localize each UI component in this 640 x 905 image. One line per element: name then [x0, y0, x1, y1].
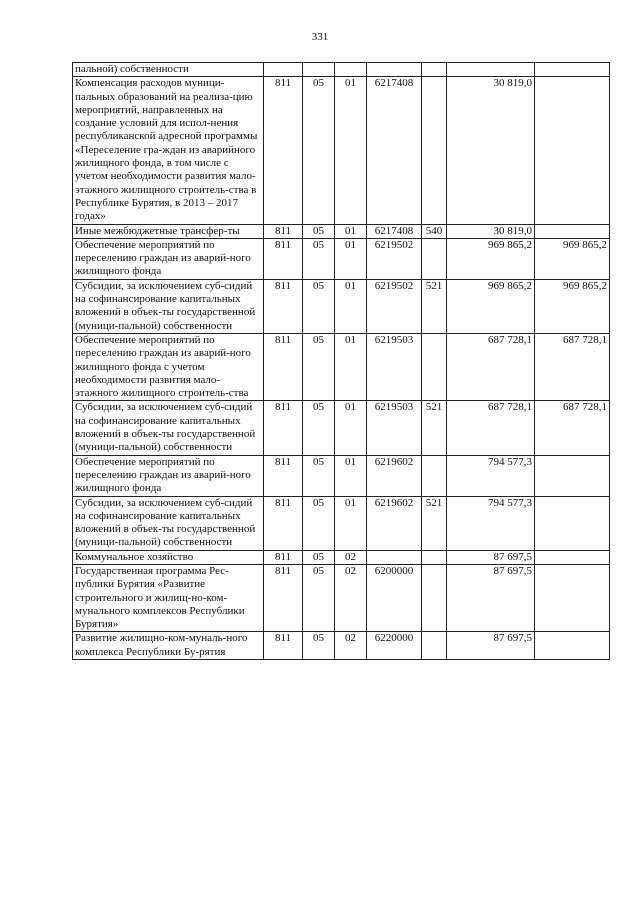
table-row [73, 333, 610, 400]
row-pr-cell: 01 [335, 496, 367, 550]
table-row [73, 401, 610, 455]
row-rz-cell: 05 [303, 77, 335, 224]
table-row [73, 550, 610, 564]
row-ved-cell: 811 [264, 238, 303, 279]
row-name-cell: Иные межбюджетные трансфер-ты [73, 224, 264, 238]
row-rz-cell: 05 [303, 238, 335, 279]
row-name-cell: Компенсация расходов муници-пальных образований на реализа-цию мероприятий, направленных на создание условий для испол-нения республиканской адресной программы «Переселение гра-ждан из аварийного жилищного фонда, в том числе с учетом необходимости развития мало-этажного жилищного строитель-ства в Республике Бурятия, в 2013 – 2017 годах» [73, 77, 264, 224]
row-ved-cell: 811 [264, 632, 303, 660]
row-name-cell: Субсидии, за исключением суб-сидий на софинансирование капитальных вложений в объек-ты государственной (муници-пальной) собственности [73, 279, 264, 333]
row-sum2-cell [535, 550, 610, 564]
row-ved-cell: 811 [264, 279, 303, 333]
row-name-cell: Субсидии, за исключением суб-сидий на софинансирование капитальных вложений в объек-ты государственной (муници-пальной) собственности [73, 496, 264, 550]
row-csr-cell: 6219602 [367, 496, 422, 550]
row-csr-cell: 6219502 [367, 279, 422, 333]
row-csr-cell: 6220000 [367, 632, 422, 660]
row-vr-cell [422, 632, 447, 660]
row-pr-cell: 02 [335, 632, 367, 660]
row-csr-cell: 6219503 [367, 333, 422, 400]
row-sum1-cell: 30 819,0 [447, 77, 535, 224]
table-row [73, 632, 610, 660]
row-rz-cell: 05 [303, 401, 335, 455]
table-row [73, 564, 610, 631]
row-vr-cell: 521 [422, 401, 447, 455]
row-ved-cell: 811 [264, 496, 303, 550]
row-csr-cell [367, 550, 422, 564]
row-ved-cell: 811 [264, 333, 303, 400]
row-csr-cell: 6219502 [367, 238, 422, 279]
row-sum1-cell: 687 728,1 [447, 333, 535, 400]
page-number: 331 [311, 31, 329, 43]
row-pr-cell: 01 [335, 333, 367, 400]
table-row [73, 224, 610, 238]
budget-table [72, 62, 610, 660]
row-sum2-cell [535, 77, 610, 224]
row-rz-cell: 05 [303, 279, 335, 333]
row-csr-cell: 6217408 [367, 77, 422, 224]
row-rz-cell: 05 [303, 550, 335, 564]
budget-table-body [73, 63, 610, 660]
table-row [73, 496, 610, 550]
table-row [73, 238, 610, 279]
row-name-cell: Государственная программа Рес-публики Бурятия «Развитие строительного и жилищ-но-ком-мунального комплексов Республики Бурятия» [73, 564, 264, 631]
row-vr-cell: 521 [422, 279, 447, 333]
row-sum2-cell [535, 224, 610, 238]
row-rz-cell: 05 [303, 496, 335, 550]
table-row [73, 77, 610, 224]
row-pr-cell: 02 [335, 550, 367, 564]
row-sum2-cell: 687 728,1 [535, 401, 610, 455]
row-rz-cell: 05 [303, 224, 335, 238]
row-csr-cell [367, 63, 422, 77]
row-vr-cell [422, 77, 447, 224]
row-rz-cell: 05 [303, 632, 335, 660]
row-csr-cell: 6219602 [367, 455, 422, 496]
row-ved-cell: 811 [264, 550, 303, 564]
row-pr-cell: 01 [335, 401, 367, 455]
row-ved-cell: 811 [264, 401, 303, 455]
row-sum1-cell: 687 728,1 [447, 401, 535, 455]
row-pr-cell: 01 [335, 238, 367, 279]
row-pr-cell [335, 63, 367, 77]
table-row [73, 455, 610, 496]
row-sum1-cell: 969 865,2 [447, 238, 535, 279]
row-sum1-cell: 87 697,5 [447, 550, 535, 564]
row-ved-cell: 811 [264, 77, 303, 224]
row-vr-cell [422, 550, 447, 564]
row-sum2-cell: 687 728,1 [535, 333, 610, 400]
row-sum1-cell: 87 697,5 [447, 632, 535, 660]
row-csr-cell: 6219503 [367, 401, 422, 455]
row-sum2-cell [535, 63, 610, 77]
row-name-cell: Обеспечение мероприятий по переселению граждан из аварий-ного жилищного фонда [73, 455, 264, 496]
table-row [73, 279, 610, 333]
row-vr-cell: 521 [422, 496, 447, 550]
row-csr-cell: 6200000 [367, 564, 422, 631]
row-pr-cell: 01 [335, 224, 367, 238]
row-pr-cell: 01 [335, 279, 367, 333]
row-name-cell: Субсидии, за исключением суб-сидий на софинансирование капитальных вложений в объек-ты государственной (муници-пальной) собственности [73, 401, 264, 455]
row-name-cell: Развитие жилищно-ком-муналь-ного комплекса Республики Бу-рятия [73, 632, 264, 660]
row-vr-cell [422, 63, 447, 77]
row-sum2-cell: 969 865,2 [535, 279, 610, 333]
row-pr-cell: 01 [335, 77, 367, 224]
row-sum2-cell [535, 496, 610, 550]
row-name-cell: пальной) собственности [73, 63, 264, 77]
row-rz-cell: 05 [303, 333, 335, 400]
row-ved-cell: 811 [264, 224, 303, 238]
row-sum1-cell: 30 819,0 [447, 224, 535, 238]
row-vr-cell [422, 333, 447, 400]
row-rz-cell: 05 [303, 455, 335, 496]
table-row [73, 63, 610, 77]
row-sum1-cell [447, 63, 535, 77]
row-sum2-cell [535, 455, 610, 496]
row-sum1-cell: 794 577,3 [447, 455, 535, 496]
row-rz-cell [303, 63, 335, 77]
row-sum2-cell [535, 564, 610, 631]
row-pr-cell: 02 [335, 564, 367, 631]
row-pr-cell: 01 [335, 455, 367, 496]
row-name-cell: Коммунальное хозяйство [73, 550, 264, 564]
row-sum1-cell: 87 697,5 [447, 564, 535, 631]
row-rz-cell: 05 [303, 564, 335, 631]
row-ved-cell: 811 [264, 455, 303, 496]
row-sum1-cell: 969 865,2 [447, 279, 535, 333]
row-vr-cell: 540 [422, 224, 447, 238]
row-name-cell: Обеспечение мероприятий по переселению граждан из аварий-ного жилищного фонда с учетом необходимости развития мало-этажного жилищного строитель-ства [73, 333, 264, 400]
row-name-cell: Обеспечение мероприятий по переселению граждан из аварий-ного жилищного фонда [73, 238, 264, 279]
row-sum2-cell: 969 865,2 [535, 238, 610, 279]
row-vr-cell [422, 455, 447, 496]
row-sum2-cell [535, 632, 610, 660]
row-vr-cell [422, 564, 447, 631]
row-csr-cell: 6217408 [367, 224, 422, 238]
row-sum1-cell: 794 577,3 [447, 496, 535, 550]
row-ved-cell: 811 [264, 564, 303, 631]
row-ved-cell [264, 63, 303, 77]
row-vr-cell [422, 238, 447, 279]
